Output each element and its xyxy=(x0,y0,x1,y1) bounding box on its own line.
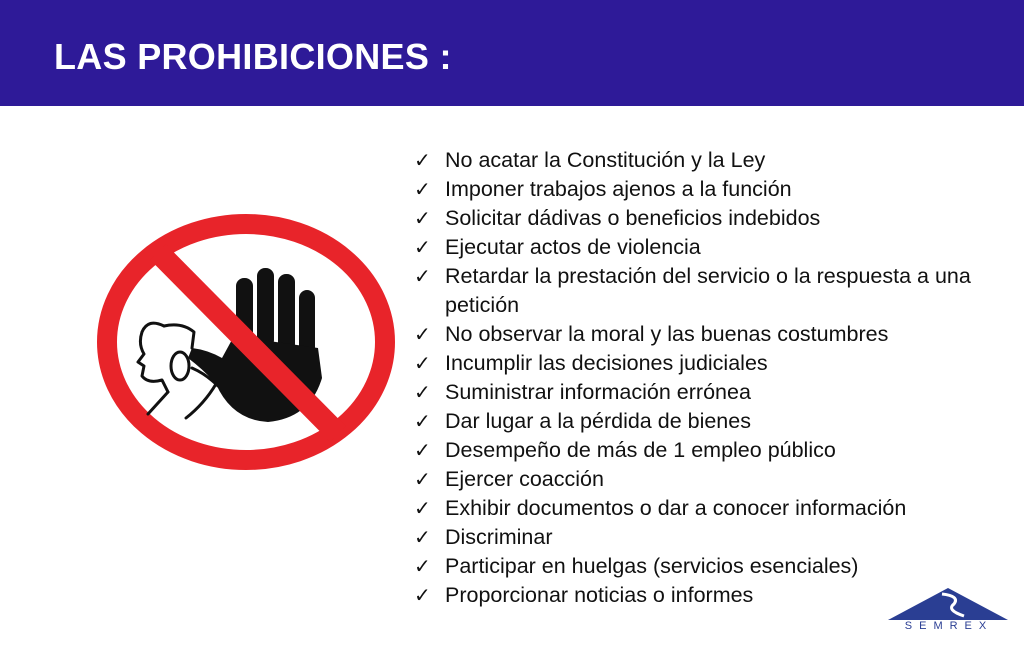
prohibition-sign-icon xyxy=(96,208,404,476)
list-item xyxy=(412,204,992,233)
list-item-text: Retardar la prestación del servicio o la respuesta a una petición xyxy=(445,264,971,317)
check-icon: ✓ xyxy=(414,525,431,549)
list-item-text: Exhibir documentos o dar a conocer información xyxy=(445,496,907,520)
list-item-text: Proporcionar noticias o informes xyxy=(445,583,754,607)
list-item-text: Suministrar información errónea xyxy=(445,380,751,404)
list-item xyxy=(412,320,992,349)
check-icon: ✓ xyxy=(414,583,431,607)
list-item-text: Ejecutar actos de violencia xyxy=(445,235,701,259)
list-item xyxy=(412,494,992,523)
list-item xyxy=(412,436,992,465)
check-icon: ✓ xyxy=(414,264,431,288)
check-icon: ✓ xyxy=(414,351,431,375)
check-icon: ✓ xyxy=(414,322,431,346)
list-item xyxy=(412,233,992,262)
check-icon: ✓ xyxy=(414,409,431,433)
check-icon: ✓ xyxy=(414,554,431,578)
check-icon: ✓ xyxy=(414,177,431,201)
prohibitions-list xyxy=(412,146,992,610)
slide-title: LAS PROHIBICIONES : xyxy=(54,36,452,77)
list-item xyxy=(412,262,992,320)
check-icon: ✓ xyxy=(414,206,431,230)
list-item-text: Discriminar xyxy=(445,525,553,549)
list-item-text: No observar la moral y las buenas costumbres xyxy=(445,322,889,346)
list-item xyxy=(412,378,992,407)
list-item-text: Incumplir las decisiones judiciales xyxy=(445,351,768,375)
title-bar xyxy=(0,0,1024,106)
check-icon: ✓ xyxy=(414,496,431,520)
logo-wordmark: SEMREX xyxy=(904,620,994,632)
list-item-text: Solicitar dádivas o beneficios indebidos xyxy=(445,206,821,230)
list-item-text: No acatar la Constitución y la Ley xyxy=(445,148,766,172)
semrex-logo-icon xyxy=(884,584,1012,644)
list-item xyxy=(412,465,992,494)
check-icon: ✓ xyxy=(414,380,431,404)
list-item-text: Desempeño de más de 1 empleo público xyxy=(445,438,836,462)
list-item xyxy=(412,523,992,552)
list-item xyxy=(412,175,992,204)
list-item xyxy=(412,349,992,378)
list-item xyxy=(412,552,992,581)
check-icon: ✓ xyxy=(414,235,431,259)
check-icon: ✓ xyxy=(414,148,431,172)
list-item-text: Participar en huelgas (servicios esenciales) xyxy=(445,554,859,578)
check-icon: ✓ xyxy=(414,438,431,462)
list-item-text: Dar lugar a la pérdida de bienes xyxy=(445,409,751,433)
check-icon: ✓ xyxy=(414,467,431,491)
list-item-text: Imponer trabajos ajenos a la función xyxy=(445,177,792,201)
list-item-text: Ejercer coacción xyxy=(445,467,604,491)
list-item xyxy=(412,407,992,436)
list-item xyxy=(412,146,992,175)
